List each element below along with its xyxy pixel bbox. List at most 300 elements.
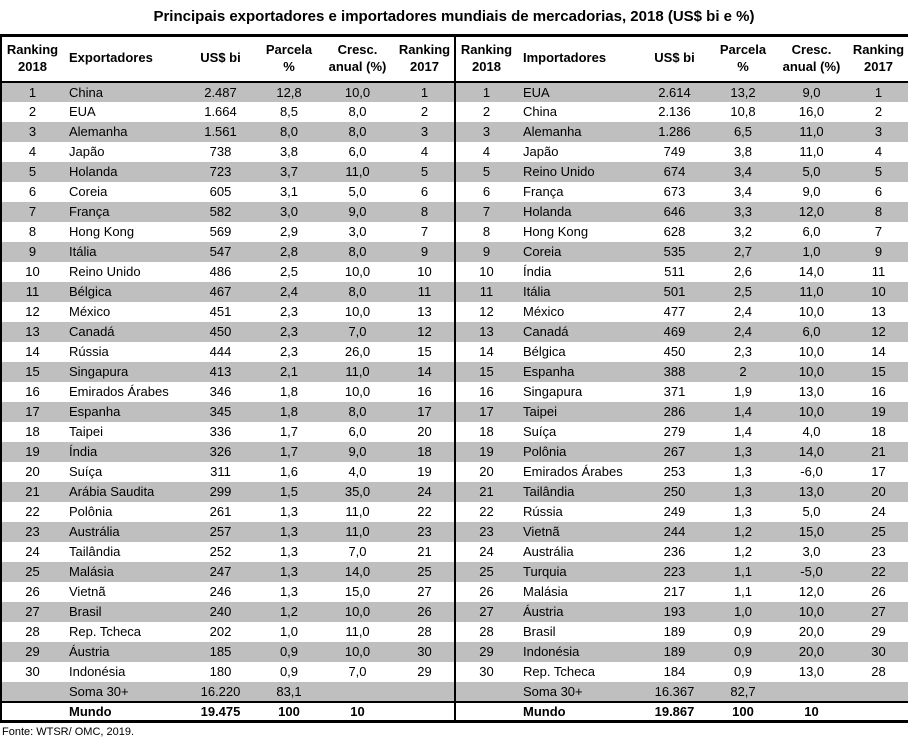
table-cell: 9,0 [802,184,821,199]
table-cell: 11,0 [345,624,370,639]
table-cell: 6 [874,184,883,199]
table-cell: 25 [849,522,908,542]
table-row [1,222,908,242]
table-cell: 11,0 [774,122,849,142]
table-cell: 4 [28,144,37,159]
table-cell: 3 [849,122,908,142]
table-cell: 30 [25,664,40,679]
table-row [1,242,908,262]
table-cell: 4 [395,142,455,162]
table-cell: 3,3 [712,202,774,222]
table-cell: 16 [395,382,455,402]
table-cell: 8 [28,224,37,239]
table-cell: 7 [874,224,883,239]
table-cell: 14,0 [798,264,825,279]
table-cell: 8 [482,224,491,239]
table-cell: 5,0 [802,504,821,519]
table-cell: 10,0 [774,362,849,382]
table-cell: 13 [1,322,63,342]
table-cell: 3,1 [279,184,299,199]
table-cell: 1,8 [258,402,320,422]
table-cell: 19 [395,462,455,482]
header-ranking-2018-imp: Ranking 2018 [460,41,513,74]
table-cell: 11 [395,282,455,302]
table-cell: 311 [210,464,231,479]
table-cell: 27 [1,602,63,622]
table-cell: 19.475 [183,702,258,722]
trade-table [0,34,908,723]
table-cell [849,702,908,722]
country-cell: Emirados Árabes [69,384,169,399]
table-cell: 13,0 [798,384,825,399]
table-cell: 15 [849,362,908,382]
table-cell: 18 [25,424,40,439]
table-cell: 10,0 [344,264,371,279]
table-cell: 11,0 [320,522,395,542]
soma-row [1,682,908,702]
table-cell: 1,1 [712,562,774,582]
country-cell: Soma 30+ [517,682,637,702]
table-cell: 2 [712,362,774,382]
country-cell: Taipei [517,402,637,422]
table-cell: 2,4 [733,304,753,319]
table-cell: 723 [183,162,258,182]
table-cell: 13 [455,322,517,342]
table-cell [455,682,517,702]
header-parcela-exp: Parcela % [265,41,313,74]
country-cell: França [63,202,183,222]
table-cell: 11 [455,282,517,302]
table-cell [320,682,395,702]
table-cell: 371 [663,384,686,399]
table-cell: 249 [663,504,686,519]
table-cell: 279 [663,424,686,439]
table-cell: 15 [455,362,517,382]
table-cell: 4,0 [802,424,821,439]
table-cell: 22 [25,504,40,519]
table-cell: 9,0 [320,202,395,222]
table-cell: 1.664 [204,104,237,119]
table-cell: 10,0 [320,642,395,662]
table-cell: 29 [455,642,517,662]
table-cell: 240 [183,602,258,622]
table-cell: 7,0 [348,664,367,679]
table-cell: 1,1 [733,584,753,599]
table-cell: 2,8 [258,242,320,262]
table-cell: 345 [183,402,258,422]
table-cell: 24 [395,482,455,502]
table-row [1,522,908,542]
source-note: Fonte: WTSR/ OMC, 2019. [2,726,135,738]
table-cell: 257 [183,522,258,542]
table-cell: 20 [479,464,494,479]
table-cell: 28 [479,624,494,639]
table-cell: 19 [455,442,517,462]
country-cell: Soma 30+ [63,682,183,702]
table-cell: 1,2 [258,602,320,622]
table-cell: 2,3 [279,344,299,359]
table-cell: 20,0 [798,624,825,639]
header-ranking-2017-exp: Ranking 2017 [395,36,455,82]
table-cell: 12 [25,304,40,319]
table-cell: 27 [455,602,517,622]
country-cell: Rep. Tcheca [523,664,596,679]
table-cell: 2,3 [258,322,320,342]
table-cell: 3 [455,122,517,142]
table-cell: 27 [395,582,455,602]
table-cell: 24 [25,544,40,559]
table-cell: 13,0 [798,664,825,679]
table-cell: 1 [849,82,908,102]
country-cell: EUA [69,104,96,119]
table-cell: 11,0 [320,162,395,182]
country-cell: Espanha [517,362,637,382]
table-row [1,422,908,442]
table-cell: 2 [482,104,491,119]
table-cell: 2,1 [258,362,320,382]
table-cell: 16 [871,384,886,399]
table-cell: 0,9 [712,642,774,662]
header-cresc-exp: Cresc. anual (%) [328,41,387,74]
country-cell: Brasil [523,624,556,639]
table-cell: 9 [455,242,517,262]
table-cell: 9,0 [774,82,849,102]
table-cell: 4 [482,144,491,159]
table-cell: 22 [849,562,908,582]
table-cell: 16.367 [637,682,712,702]
table-cell: 6,0 [348,144,367,159]
country-cell: Canadá [63,322,183,342]
table-cell: 14 [395,362,455,382]
table-cell: 2,5 [279,264,299,279]
country-cell: China [523,104,557,119]
table-cell: 28 [871,664,886,679]
table-cell: 26 [871,584,886,599]
table-cell: 13,2 [712,82,774,102]
country-cell: Mundo [517,702,637,722]
table-cell: 1.561 [183,122,258,142]
table-cell: 1,3 [279,544,299,559]
table-cell: 674 [637,162,712,182]
table-cell: 10 [849,282,908,302]
country-cell: Singapura [523,384,583,399]
table-cell: 244 [637,522,712,542]
table-cell: 20 [849,482,908,502]
table-row [1,322,908,342]
table-cell: 646 [637,202,712,222]
table-cell: 12,0 [774,202,849,222]
table-cell: 28 [395,622,455,642]
table-cell: 8,0 [348,104,367,119]
table-cell: 477 [663,304,686,319]
table-cell: 1,0 [712,602,774,622]
country-cell: Alemanha [517,122,637,142]
table-cell: 346 [209,384,232,399]
country-cell: Japão [69,144,105,159]
table-cell: 250 [637,482,712,502]
table-cell: 511 [664,264,685,279]
table-row [1,582,908,602]
table-cell: 5,0 [774,162,849,182]
table-cell: 10 [479,264,494,279]
table-cell: 1,3 [258,522,320,542]
table-row [1,82,908,102]
table-cell: 22 [479,504,494,519]
country-cell: Singapura [63,362,183,382]
table-cell: 5 [849,162,908,182]
country-cell: Índia [63,442,183,462]
table-cell: 1,7 [279,424,299,439]
table-cell: 8 [395,202,455,222]
table-cell: 28 [25,624,40,639]
table-cell: 7 [455,202,517,222]
table-cell [395,702,455,722]
table-cell: 2.614 [637,82,712,102]
table-row [1,202,908,222]
table-cell: 1,4 [733,424,753,439]
table-cell: 11,0 [345,504,370,519]
table-cell: 6 [28,184,37,199]
table-cell: 19 [1,442,63,462]
country-cell: Áustria [517,602,637,622]
table-cell: 12 [479,304,494,319]
table-cell: 1,2 [712,522,774,542]
table-cell [849,682,908,702]
table-cell: 100 [712,702,774,722]
table-cell: 24 [871,504,886,519]
table-cell: 247 [183,562,258,582]
country-cell: Indonésia [69,664,126,679]
table-cell: 223 [637,562,712,582]
table-cell: 467 [183,282,258,302]
table-cell: 26 [395,602,455,622]
table-cell: 413 [183,362,258,382]
table-cell: 1,3 [712,482,774,502]
header-ranking-2017-imp: Ranking 2017 [852,41,905,74]
table-row [1,622,908,642]
table-cell: 189 [663,624,686,639]
table-row [1,302,908,322]
table-cell: 23 [395,522,455,542]
table-cell: 35,0 [320,482,395,502]
table-cell: 23 [871,544,886,559]
country-cell: Coreia [69,184,108,199]
table-cell: 4 [874,144,883,159]
country-cell: Bélgica [523,344,566,359]
country-cell: Mundo [63,702,183,722]
table-cell: 9 [395,242,455,262]
table-cell: 2,5 [712,282,774,302]
country-cell: Rússia [523,504,563,519]
table-cell: 8,0 [320,242,395,262]
table-cell: 3,2 [733,224,753,239]
table-cell: 11,0 [320,362,395,382]
table-cell: 8 [849,202,908,222]
table-cell: 12,8 [258,82,320,102]
table-cell: 27 [849,602,908,622]
table-cell: 193 [637,602,712,622]
country-cell: Indonésia [517,642,637,662]
table-row [1,642,908,662]
table-cell: 9 [849,242,908,262]
table-cell: 16.220 [183,682,258,702]
table-row [1,402,908,422]
table-cell: 26 [25,584,40,599]
country-cell: Hong Kong [523,224,589,239]
table-row [1,162,908,182]
country-cell: Vietnã [517,522,637,542]
table-cell: 267 [637,442,712,462]
table-cell [1,682,63,702]
table-cell: 569 [209,224,232,239]
table-cell: 14 [871,344,886,359]
country-cell: China [63,82,183,102]
country-cell: Índia [523,264,552,279]
table-cell: 10,0 [774,602,849,622]
table-cell: 13 [395,302,455,322]
table-cell: 15,0 [344,584,371,599]
country-cell: Itália [517,282,637,302]
country-cell: Arábia Saudita [63,482,183,502]
table-cell: 10,0 [798,344,825,359]
table-cell: 3,7 [258,162,320,182]
table-cell: 1,3 [258,562,320,582]
table-cell: 22 [395,502,455,522]
table-cell: 7 [1,202,63,222]
table-cell: 0,9 [279,664,299,679]
table-cell: 1,4 [712,402,774,422]
table-cell: 444 [209,344,232,359]
table-cell: 185 [183,642,258,662]
country-cell: Rússia [69,344,109,359]
table-cell: 261 [209,504,232,519]
table-cell: 13,0 [774,482,849,502]
country-cell: Hong Kong [69,224,135,239]
table-cell: 6,0 [348,424,367,439]
table-cell: 19.867 [637,702,712,722]
table-cell: 11,0 [774,282,849,302]
table-cell: 17 [455,402,517,422]
table-cell: 26,0 [344,344,371,359]
table-cell: 18 [479,424,494,439]
table-cell: 8,0 [320,282,395,302]
table-row [1,182,908,202]
table-cell: 14,0 [774,442,849,462]
country-cell: Canadá [517,322,637,342]
table-cell: 547 [183,242,258,262]
table-cell: 14 [479,344,494,359]
table-header [1,36,908,82]
table-cell: 535 [637,242,712,262]
country-cell: Tailândia [69,544,121,559]
table-cell: 30 [395,642,455,662]
table-row [1,142,908,162]
table-cell: 3,0 [258,202,320,222]
table-cell: 749 [663,144,686,159]
table-cell: 3,8 [279,144,299,159]
table-cell: 628 [663,224,686,239]
country-cell: Emirados Árabes [523,464,623,479]
table-cell: 16,0 [798,104,825,119]
table-cell: 83,1 [258,682,320,702]
table-cell: 18 [871,424,886,439]
table-cell: 252 [209,544,232,559]
table-row [1,482,908,502]
table-cell: 2,3 [279,304,299,319]
table-cell: 10,0 [344,304,371,319]
table-cell: 180 [209,664,232,679]
header-ranking-2018-exp: Ranking 2018 [6,41,59,74]
table-cell: 10,0 [320,82,395,102]
table-cell: 13 [871,304,886,319]
table-cell [455,702,517,722]
table-cell: 4,0 [348,464,367,479]
table-cell: 0,9 [258,642,320,662]
table-cell: 14 [25,344,40,359]
table-cell: 8,5 [279,104,299,119]
table-cell: 15 [1,362,63,382]
table-cell: 3,0 [802,544,821,559]
country-cell: Áustria [63,642,183,662]
table-cell: 3 [1,122,63,142]
table-row [1,262,908,282]
table-cell: 17 [395,402,455,422]
table-cell: 10,8 [730,104,756,119]
table-cell: 451 [209,304,232,319]
table-cell: 30 [849,642,908,662]
table-cell: 253 [663,464,686,479]
table-cell: 21 [395,542,455,562]
table-cell: 25 [395,562,455,582]
table-cell: 10 [320,702,395,722]
table-cell: 9 [1,242,63,262]
country-cell: Holanda [517,202,637,222]
header-exportadores: Exportadores [69,50,153,66]
table-cell: 2,4 [258,282,320,302]
table-cell: 21 [455,482,517,502]
header-importadores: Importadores [523,50,607,66]
country-cell: Vietnã [69,584,106,599]
table-cell: 2 [28,104,37,119]
table-cell: 189 [637,642,712,662]
table-cell: 7 [395,222,455,242]
table-cell: 6,0 [774,322,849,342]
table-cell [1,702,63,722]
table-cell: 5 [1,162,63,182]
table-cell: 738 [209,144,232,159]
table-cell: 29 [1,642,63,662]
table-cell: 2,6 [733,264,753,279]
header-parcela-imp: Parcela % [719,41,767,74]
table-cell: 25 [455,562,517,582]
table-cell: 24 [479,544,494,559]
country-cell: Malásia [523,584,568,599]
table-cell: 1,9 [733,384,753,399]
table-cell: 1,6 [279,464,299,479]
table-cell: 336 [209,424,232,439]
table-cell: 1,8 [279,384,299,399]
table-cell: 1,5 [258,482,320,502]
table-cell: 12,0 [798,584,825,599]
table-cell: 2,4 [712,322,774,342]
table-cell: -6,0 [800,464,823,479]
country-cell: Turquia [517,562,637,582]
table-row [1,662,908,682]
country-cell: Polônia [517,442,637,462]
country-cell: México [69,304,111,319]
table-cell: 1,3 [733,504,753,519]
table-cell: 10,0 [344,384,371,399]
